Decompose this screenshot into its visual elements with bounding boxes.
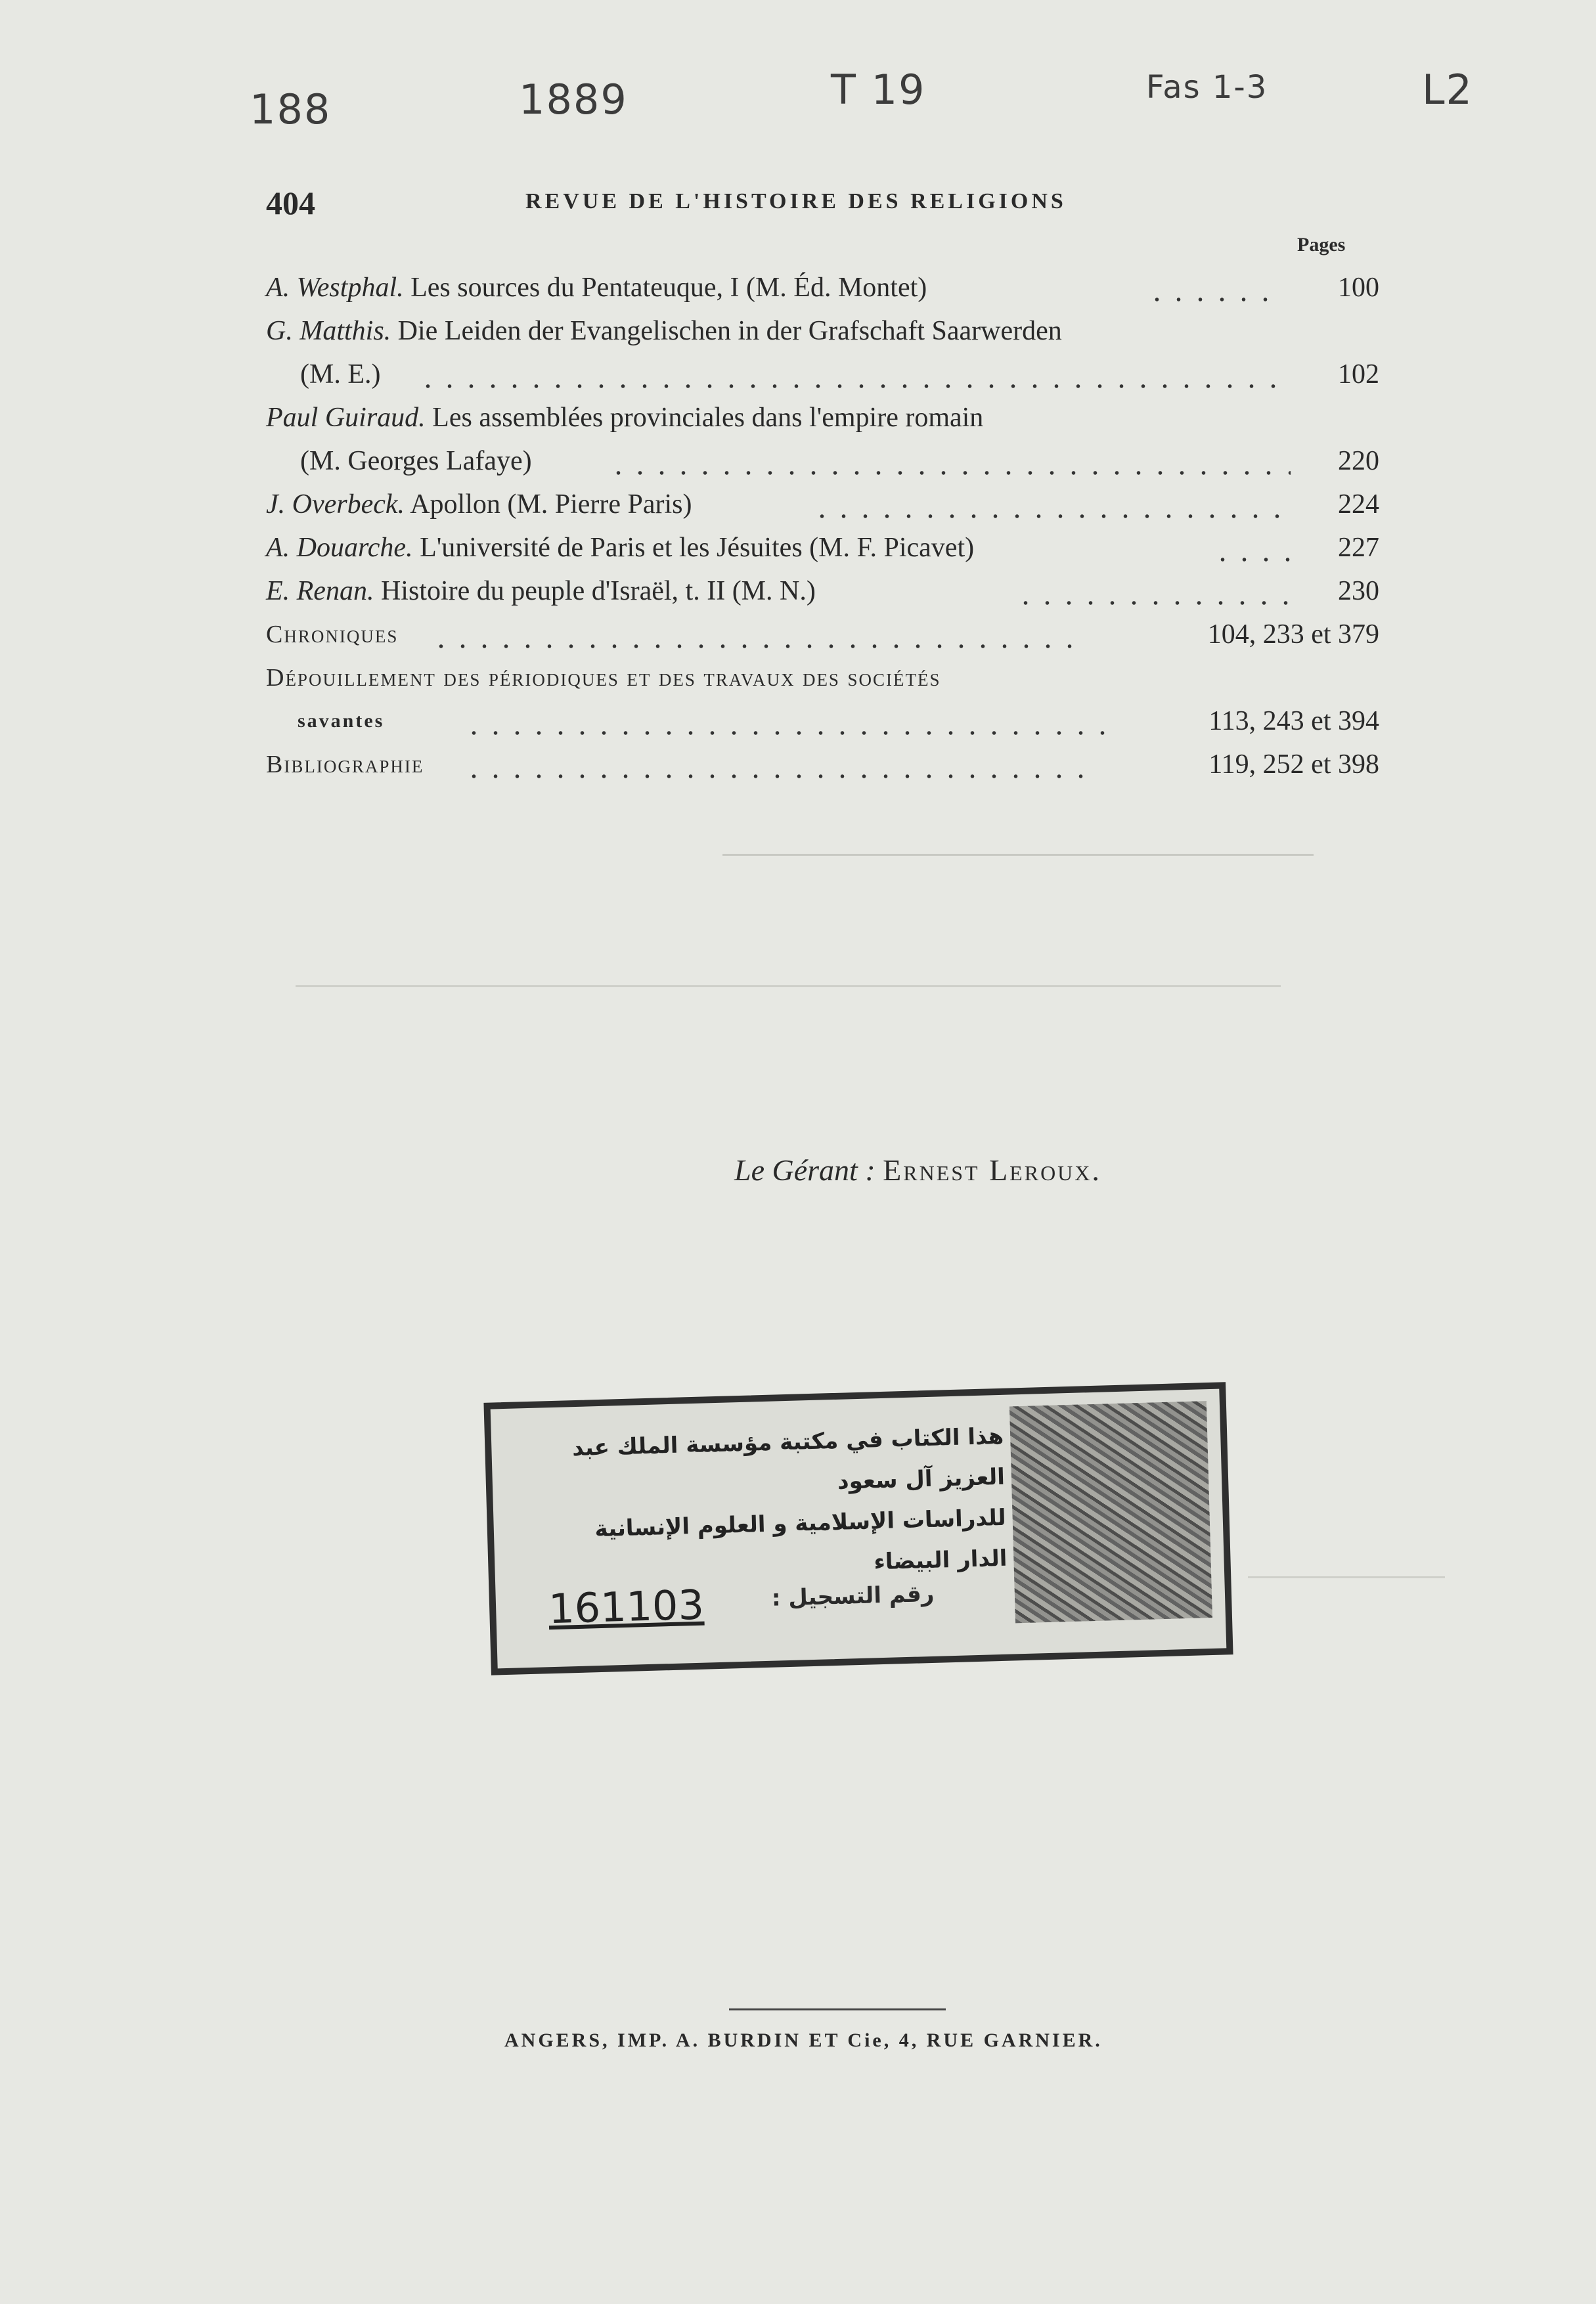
toc-entry (266, 396, 1379, 483)
toc-author: J. Overbeck. (266, 489, 405, 520)
toc-entry (266, 526, 1379, 569)
stamp-emblem-icon (1009, 1401, 1212, 1623)
toc-continuation: (M. Georges Lafaye) (300, 446, 532, 476)
toc-author: A. Westphal. (266, 273, 404, 303)
toc-author: A. Douarche. (266, 533, 413, 563)
toc-continuation: savantes (298, 710, 385, 732)
stamp-registration-label: رقم التسجيل : (771, 1580, 935, 1612)
toc-title: Die Leiden der Evangelischen in der Grafschaft Saarwerden (397, 316, 1062, 346)
toc-title: Les sources du Pentateuque, I (M. Éd. Montet) (410, 273, 927, 303)
printer-colophon: ANGERS, IMP. A. BURDIN ET Cie, 4, RUE GARNIER. (504, 2029, 1103, 2051)
stamp-text (531, 1416, 1008, 1592)
pages-column-label: Pages (1297, 234, 1346, 255)
toc-title: Les assemblées provinciales dans l'empire romain (432, 403, 984, 433)
show-through-line (1248, 1576, 1445, 1578)
handwritten-note: 1889 (519, 76, 628, 123)
toc-page: 102 (1338, 359, 1379, 389)
toc-entry (266, 569, 1379, 613)
handwritten-note: Fas 1-3 (1146, 69, 1268, 106)
stamp-line: هذا الكتاب في مكتبة مؤسسة الملك عبد العزيز آل سعود (571, 1423, 1006, 1495)
gerant-signature (734, 1153, 1101, 1187)
toc-title: Apollon (M. Pierre Paris) (410, 489, 692, 520)
toc-section-label: Bibliographie (266, 751, 424, 778)
handwritten-note: L2 (1422, 66, 1473, 114)
table-of-contents (266, 266, 1379, 786)
toc-author: G. Matthis. (266, 316, 391, 346)
handwritten-note: 188 (250, 85, 332, 133)
toc-page: 227 (1338, 533, 1379, 563)
running-title: REVUE DE L'HISTOIRE DES RELIGIONS (525, 189, 1067, 213)
colophon-rule (729, 2008, 946, 2010)
toc-section (266, 656, 1379, 743)
toc-entry (266, 309, 1379, 396)
show-through-line (296, 985, 1281, 987)
handwritten-note: T 19 (831, 66, 926, 114)
toc-title: Histoire du peuple d'Israël, t. II (M. N.) (380, 576, 816, 606)
toc-author: Paul Guiraud. (266, 403, 426, 433)
stamp-line: الدار البيضاء (873, 1545, 1008, 1576)
gerant-label: Le Gérant : (734, 1153, 876, 1187)
toc-entry (266, 266, 1379, 309)
stamp-line: للدراسات الإسلامية و العلوم الإنسانية (594, 1504, 1007, 1543)
toc-page: 230 (1338, 576, 1379, 606)
toc-author: E. Renan. (266, 576, 374, 606)
toc-section-label: Chroniques (266, 621, 399, 648)
gerant-name: Ernest Leroux. (883, 1153, 1101, 1187)
toc-section-label: Dépouillement des périodiques et des travaux des sociétés (266, 664, 941, 692)
stamp-registration-number: 161103 (548, 1580, 705, 1633)
page-header (266, 179, 1383, 231)
toc-page: 220 (1338, 446, 1379, 476)
toc-section (266, 613, 1379, 656)
show-through-line (722, 854, 1314, 856)
toc-section-pages: 104, 233 et 379 (1207, 619, 1379, 650)
library-stamp (483, 1382, 1233, 1675)
toc-section (266, 743, 1379, 786)
toc-section-pages: 113, 243 et 394 (1208, 706, 1379, 736)
toc-section-pages: 119, 252 et 398 (1208, 749, 1379, 780)
toc-continuation: (M. E.) (300, 359, 381, 389)
page-number: 404 (266, 185, 315, 221)
toc-entry (266, 483, 1379, 526)
toc-page: 224 (1338, 489, 1379, 520)
toc-title: L'université de Paris et les Jésuites (M. F. Picavet) (420, 533, 975, 563)
toc-page: 100 (1338, 273, 1379, 303)
